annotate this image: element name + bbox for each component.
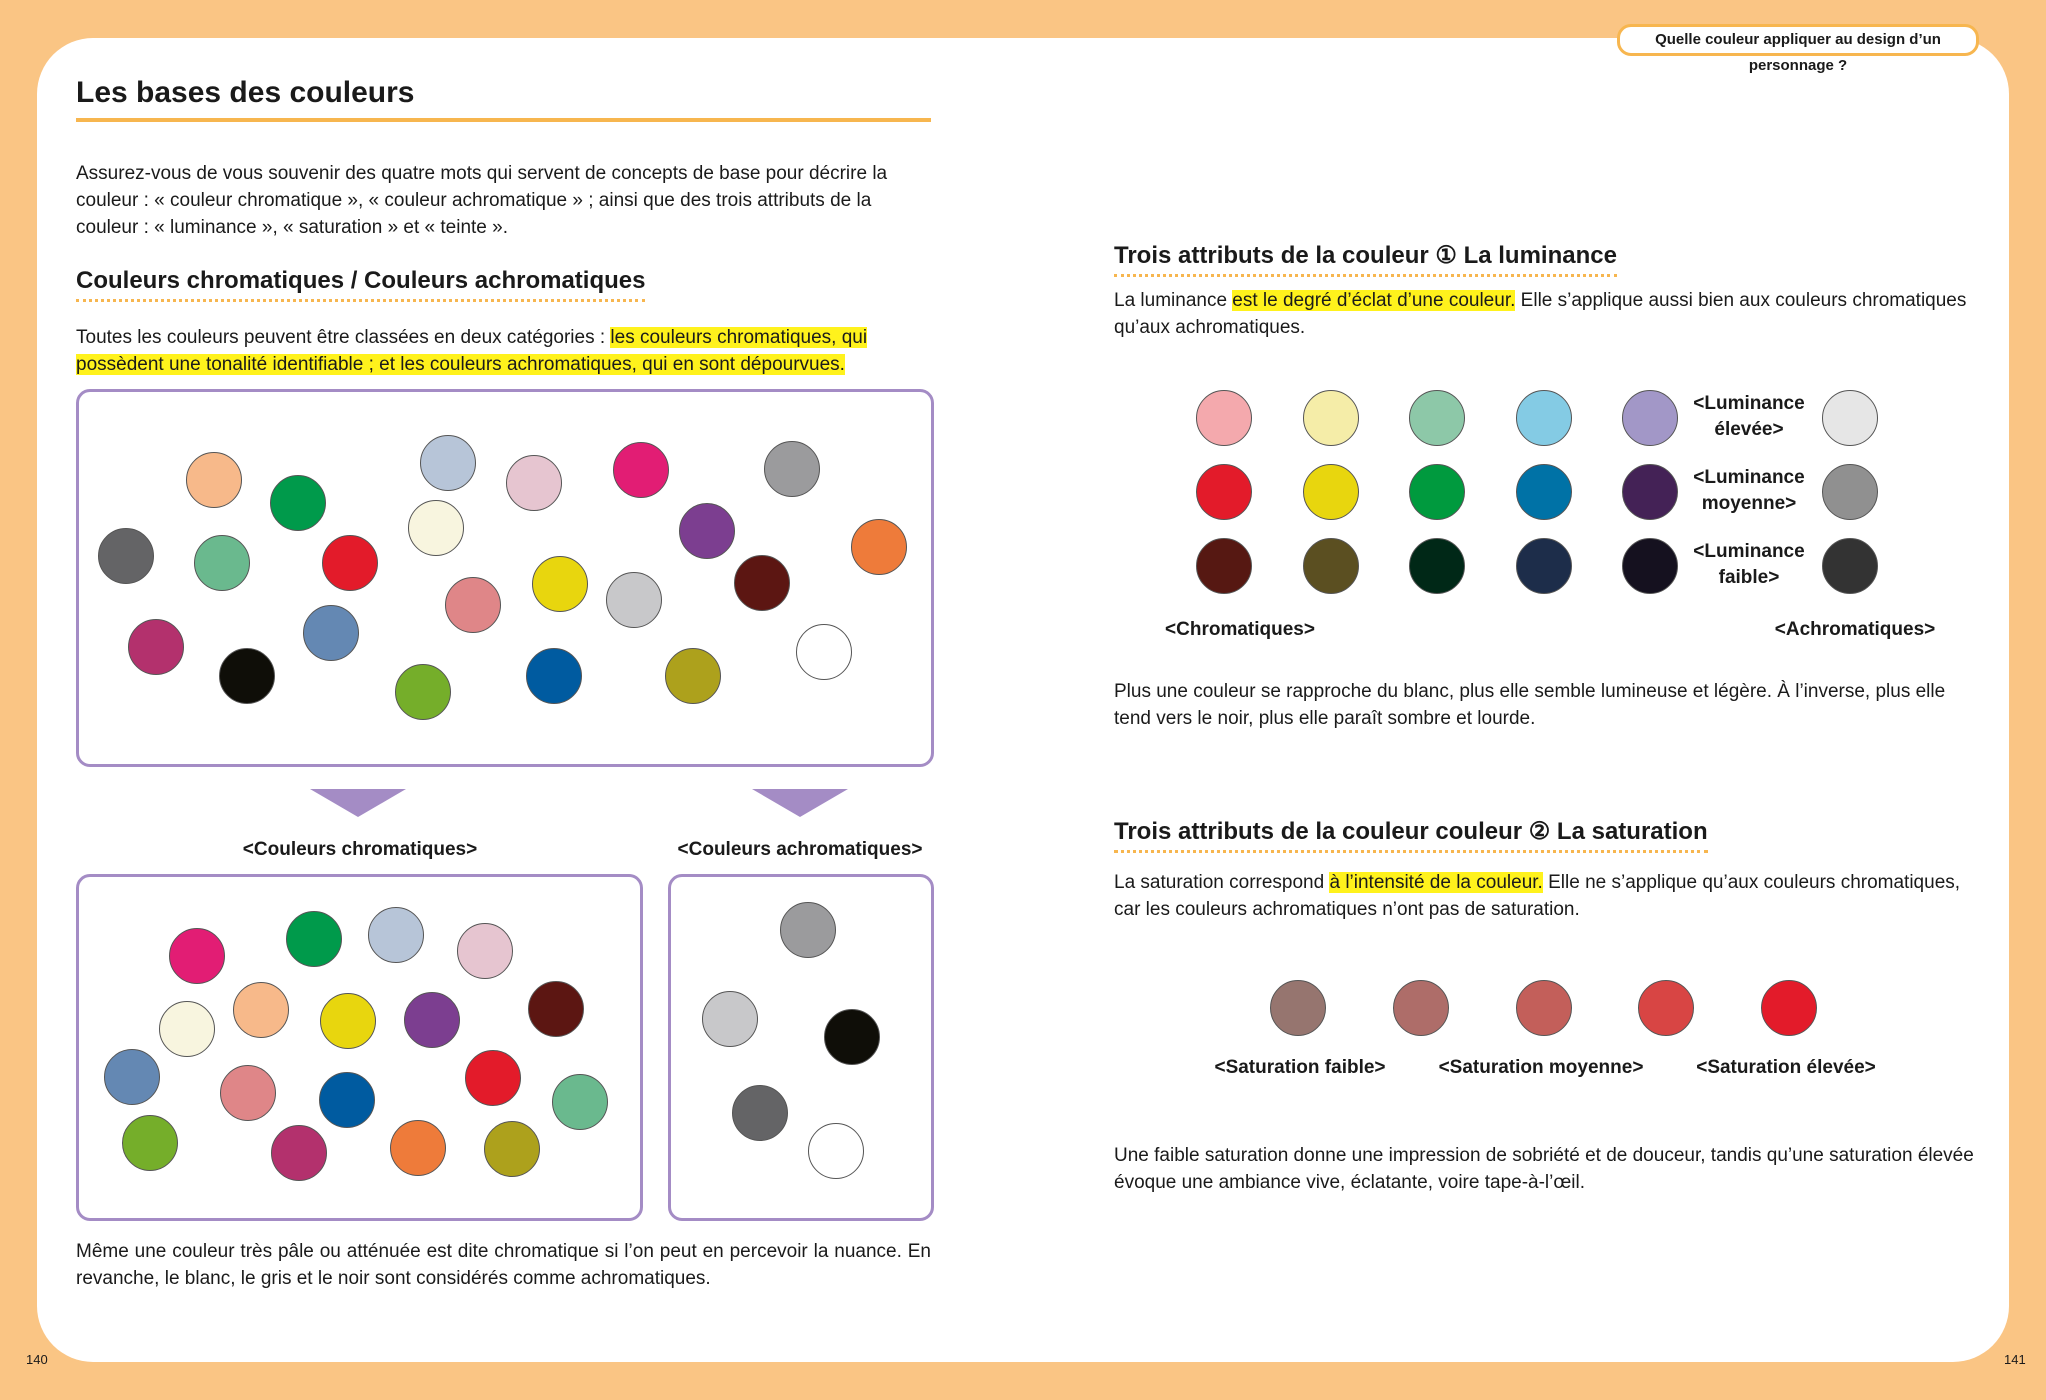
luminance-paragraph (1114, 287, 1974, 341)
luminance-dot (1516, 464, 1572, 520)
color-dot (808, 1123, 864, 1179)
luminance-highlight: est le degré d’éclat d’une couleur. (1232, 290, 1516, 311)
luminance-dot (1196, 390, 1252, 446)
section-text: Toutes les couleurs peuvent être classées en deux catégories : (76, 327, 611, 348)
luminance-outro: Plus une couleur se rapproche du blanc, plus elle semble lumineuse et légère. À l’inverse, plus elle tend vers le noir, plus elle paraît sombre et lourde. (1114, 681, 1946, 729)
color-dot (465, 1050, 521, 1106)
color-dot (320, 993, 376, 1049)
color-dot (322, 535, 378, 591)
section-title-saturation: Trois attributs de la couleur couleur ② La saturation (1114, 817, 1708, 853)
luminance-dot (1622, 390, 1678, 446)
color-dot (270, 475, 326, 531)
color-dot (764, 441, 820, 497)
saturation-outro: Une faible saturation donne une impression de sobriété et de douceur, tandis qu’une saturation élevée évoque une ambiance vive, éclatante, voire tape-à-l’œil. (1114, 1145, 1974, 1193)
color-dot (104, 1049, 160, 1105)
label-saturation-moyenne: <Saturation moyenne> (1438, 1057, 1644, 1078)
page-title: Les bases des couleurs (76, 76, 931, 122)
section-paragraph (76, 324, 931, 378)
saturation-dot (1393, 980, 1449, 1036)
saturation-dot (1270, 980, 1326, 1036)
arrow-down-achromatic-icon (752, 789, 848, 817)
color-dot (303, 605, 359, 661)
luminance-text-b: Elle s’applique aussi bien aux couleurs chromatiques qu’aux achromatiques. (1114, 290, 1967, 338)
chapter-header-tag: Quelle couleur appliquer au design d’un personnage ? (1617, 24, 1979, 56)
luminance-dot (1516, 538, 1572, 594)
color-dot (665, 648, 721, 704)
luminance-dot (1409, 538, 1465, 594)
color-dot (528, 981, 584, 1037)
color-dot (457, 923, 513, 979)
saturation-paragraph (1114, 869, 1974, 923)
arrow-down-chromatic-icon (310, 789, 406, 817)
color-dot (526, 648, 582, 704)
luminance-row-label: <Luminance faible> (1693, 541, 1805, 588)
color-dot (395, 664, 451, 720)
color-dot (122, 1115, 178, 1171)
color-dot (128, 619, 184, 675)
chromatic-colors-box (76, 874, 643, 1221)
color-dot (851, 519, 907, 575)
color-dot (271, 1125, 327, 1181)
label-chromatiques: <Chromatiques> (1165, 619, 1315, 640)
color-dot (169, 928, 225, 984)
color-dot (484, 1121, 540, 1177)
section-title-chromatic: Couleurs chromatiques / Couleurs achromatiques (76, 267, 645, 302)
color-dot (796, 624, 852, 680)
highlight-text: les couleurs chromatiques, qui possèdent une tonalité identifiable ; et les couleurs achromatiques, qui en sont dépourvues. (76, 327, 868, 375)
color-dot (532, 556, 588, 612)
color-dot (194, 535, 250, 591)
luminance-row-label: <Luminance élevée> (1693, 393, 1805, 440)
color-dot (408, 500, 464, 556)
color-dot (552, 1074, 608, 1130)
luminance-dot (1409, 464, 1465, 520)
luminance-dot (1196, 538, 1252, 594)
color-dot (286, 911, 342, 967)
luminance-dot (1822, 390, 1878, 446)
luminance-dot (1822, 538, 1878, 594)
saturation-dot (1638, 980, 1694, 1036)
color-dot (404, 992, 460, 1048)
color-dot (233, 982, 289, 1038)
saturation-dot (1516, 980, 1572, 1036)
outro-paragraph: Même une couleur très pâle ou atténuée est dite chromatique si l’on peut en percevoir la nuance. En revanche, le blanc, le gris et le noir sont considérés comme achromatiques. (76, 1241, 931, 1289)
label-saturation-elevee: <Saturation élevée> (1696, 1057, 1876, 1078)
luminance-text-a: La luminance (1114, 290, 1233, 311)
luminance-dot (1196, 464, 1252, 520)
luminance-row-label: <Luminance moyenne> (1693, 467, 1805, 514)
saturation-highlight: à l’intensité de la couleur. (1329, 872, 1543, 893)
color-dot (506, 455, 562, 511)
luminance-dot (1822, 464, 1878, 520)
color-dot (606, 572, 662, 628)
color-dot (445, 577, 501, 633)
color-dot (679, 503, 735, 559)
color-dot (368, 907, 424, 963)
label-achromatic-colors: <Couleurs achromatiques> (677, 839, 923, 860)
color-dot (220, 1065, 276, 1121)
color-dot (824, 1009, 880, 1065)
page-number-left: 140 (26, 1352, 48, 1367)
color-dot (98, 528, 154, 584)
page-number-right: 141 (2004, 1352, 2026, 1367)
luminance-dot (1622, 464, 1678, 520)
label-saturation-faible: <Saturation faible> (1214, 1057, 1386, 1078)
color-dot (319, 1072, 375, 1128)
saturation-text-a: La saturation correspond (1114, 872, 1330, 893)
color-dot (732, 1085, 788, 1141)
label-chromatic-colors: <Couleurs chromatiques> (242, 839, 478, 860)
luminance-dot (1409, 390, 1465, 446)
color-dot (420, 435, 476, 491)
color-dot (219, 648, 275, 704)
saturation-text-b: Elle ne s’applique qu’aux couleurs chromatiques, car les couleurs achromatiques n’ont pas de saturation. (1114, 872, 1961, 920)
section-title-luminance: Trois attributs de la couleur ① La luminance (1114, 241, 1617, 277)
color-dot (780, 902, 836, 958)
luminance-dot (1516, 390, 1572, 446)
luminance-dot (1622, 538, 1678, 594)
color-dot (702, 991, 758, 1047)
luminance-dot (1303, 390, 1359, 446)
color-dot (734, 555, 790, 611)
color-dot (186, 452, 242, 508)
color-dot (613, 442, 669, 498)
luminance-dot (1303, 464, 1359, 520)
luminance-dot (1303, 538, 1359, 594)
color-dot (159, 1001, 215, 1057)
color-dot (390, 1120, 446, 1176)
saturation-dot (1761, 980, 1817, 1036)
label-achromatiques: <Achromatiques> (1774, 619, 1936, 640)
intro-paragraph: Assurez-vous de vous souvenir des quatre mots qui servent de concepts de base pour décrire la couleur : « couleur chromatique », « couleur achromatique » ; ainsi que des trois attributs de la couleur : « luminance », « saturation » et « teinte ». (76, 163, 888, 238)
